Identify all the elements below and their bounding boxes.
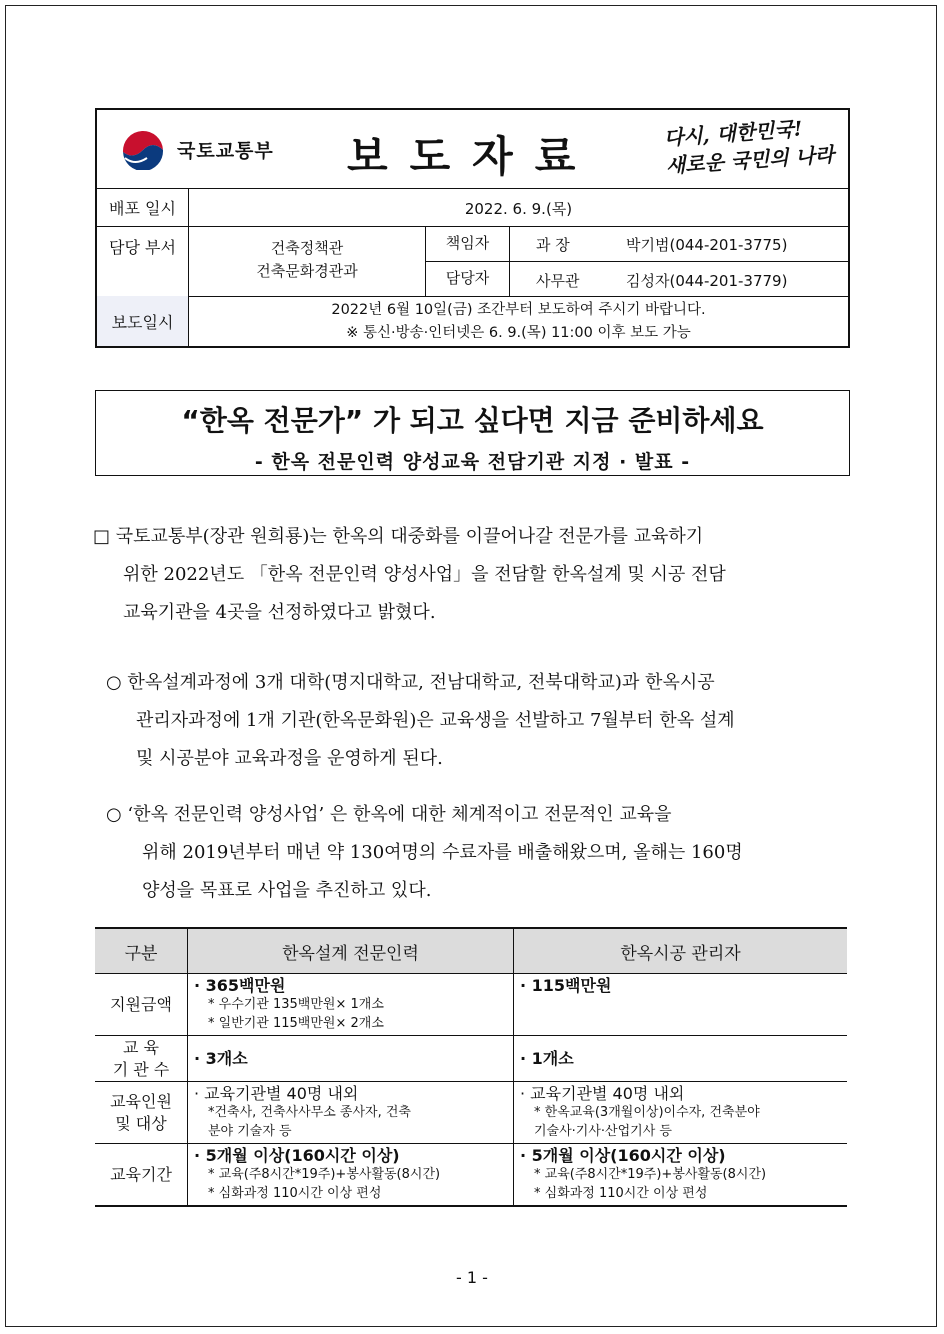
staff-row (426, 261, 848, 296)
press-release-header (95, 108, 850, 348)
sub-headline: - 한옥 전문인력 양성교육 전담기관 지정 · 발표 - (254, 451, 691, 473)
funding-construction-main: · 115백만원 (520, 976, 612, 995)
page-number: - 1 - (456, 1268, 488, 1287)
period-design-note-2: * 심화과정 110시간 이상 편성 (208, 1186, 382, 1201)
row-label-trainees-line-1: 교육인원 (110, 1091, 172, 1111)
funding-design-note-1: * 우수기관 135백만원× 1개소 (208, 997, 384, 1012)
responsible-title: 과 장 (536, 236, 570, 254)
institutions-design-value: · 3개소 (194, 1049, 248, 1068)
trainees-construction (514, 1082, 848, 1144)
slogan-line-1: 다시, 대한민국! (663, 116, 804, 150)
slogan (663, 112, 837, 188)
period-construction (514, 1144, 848, 1207)
trainees-design-main: · 교육기관별 40명 내외 (194, 1084, 359, 1103)
embargo-line-1: 2022년 6월 10일(금) 조간부터 보도하여 주시기 바랍니다. (331, 302, 706, 318)
trainees-design (188, 1082, 514, 1144)
taegeuk-logo-icon (119, 128, 167, 170)
row-label-trainees-line-2: 및 대상 (115, 1113, 167, 1133)
period-design-note-1: * 교육(주8시간*19주)+봉사활동(8시간) (208, 1167, 441, 1182)
embargo-row (97, 296, 848, 346)
paragraph-2-line-2: 관리자과정에 1개 기관(한옥문화원)은 교육생을 선발하고 7월부터 한옥 설계 (136, 710, 735, 731)
headline-box (95, 390, 850, 476)
department-2: 건축문화경관과 (256, 262, 358, 280)
department-label: 담당 부서 (97, 226, 189, 296)
row-label-trainees (95, 1082, 188, 1144)
paragraph-1-line-1: □ 국토교통부(장관 원희룡)는 한옥의 대중화를 이끌어나갈 전문가를 교육하기 (93, 526, 704, 547)
slogan-line-2: 새로운 국민의 나라 (665, 142, 835, 178)
ministry-name: 국토교통부 (177, 140, 274, 162)
distribution-row (97, 188, 848, 227)
responsible-label: 책임자 (426, 226, 510, 261)
paragraph-3-line-3: 양성을 목표로 사업을 추진하고 있다. (142, 880, 432, 901)
department-row (97, 226, 848, 297)
responsible-row (426, 226, 848, 262)
funding-design-main: · 365백만원 (194, 976, 286, 995)
table-header-row (95, 928, 847, 974)
paragraph-2 (106, 664, 735, 778)
period-construction-note-1: * 교육(주8시간*19주)+봉사활동(8시간) (534, 1167, 767, 1182)
trainees-construction-note-1: * 한옥교육(3개월이상)이수자, 건축분야 (534, 1105, 760, 1120)
trainees-design-note-2: 분야 기술자 등 (208, 1124, 292, 1139)
headline: “한옥 전문가” 가 되고 싶다면 지금 준비하세요 (181, 404, 764, 437)
row-label-institutions-line-1: 교 육 (123, 1037, 159, 1057)
funding-design (188, 974, 514, 1036)
table-header-construction: 한옥시공 관리자 (514, 928, 848, 974)
paragraph-2-line-1: ○ 한옥설계과정에 3개 대학(명지대학교, 전남대학교, 전북대학교)과 한옥시공 (106, 672, 715, 693)
period-design-main: · 5개월 이상(160시간 이상) (194, 1146, 400, 1165)
paragraph-3 (106, 796, 743, 910)
staff-label: 담당자 (426, 261, 510, 296)
period-construction-main: · 5개월 이상(160시간 이상) (520, 1146, 726, 1165)
table-row (95, 1036, 847, 1082)
paragraph-2-line-3: 및 시공분야 교육과정을 운영하게 된다. (136, 748, 443, 769)
distribution-date: 2022. 6. 9.(목) (464, 200, 573, 218)
period-construction-note-2: * 심화과정 110시간 이상 편성 (534, 1186, 708, 1201)
embargo-line-2: ※ 통신·방송·인터넷은 6. 9.(목) 11:00 이후 보도 가능 (346, 325, 691, 341)
row-label-institutions-line-2: 기 관 수 (112, 1059, 170, 1079)
row-label-funding: 지원금액 (95, 974, 188, 1036)
header-top (97, 110, 848, 189)
responsible-contact: 박기범(044-201-3775) (626, 236, 788, 254)
embargo-text (189, 299, 848, 345)
trainees-construction-main: · 교육기관별 40명 내외 (520, 1084, 685, 1103)
department-1: 건축정책관 (270, 239, 344, 257)
trainees-construction-note-2: 기술사·기사·산업기사 등 (534, 1124, 672, 1139)
table-row (95, 1082, 847, 1144)
row-label-period: 교육기간 (95, 1144, 188, 1207)
row-label-institutions (95, 1036, 188, 1082)
funding-construction (514, 974, 848, 1036)
paragraph-3-line-2: 위해 2019년부터 매년 약 130여명의 수료자를 배출해왔으며, 올해는 160명 (142, 842, 743, 863)
staff-contact: 김성자(044-201-3779) (626, 272, 788, 290)
program-table (95, 927, 847, 1207)
staff-title: 사무관 (536, 272, 580, 290)
table-header-category: 구분 (95, 928, 188, 974)
table-header-design: 한옥설계 전문인력 (188, 928, 514, 974)
funding-design-note-2: * 일반기관 115백만원× 2개소 (208, 1016, 384, 1031)
table-row (95, 974, 847, 1036)
institutions-design (188, 1036, 514, 1082)
paragraph-3-line-1: ○ ‘한옥 전문인력 양성사업’ 은 한옥에 대한 체계적이고 전문적인 교육을 (106, 804, 672, 825)
institutions-construction-value: · 1개소 (520, 1049, 574, 1068)
paragraph-1-line-3: 교육기관을 4곳을 선정하였다고 밝혔다. (123, 602, 436, 623)
doc-type-title: 보도자료 (347, 132, 598, 181)
distribution-label: 배포 일시 (97, 188, 189, 226)
table-row (95, 1144, 847, 1207)
trainees-design-note-1: *건축사, 건축사사무소 종사자, 건축 (208, 1105, 411, 1120)
department-names (189, 226, 426, 296)
embargo-label: 보도일시 (97, 296, 189, 346)
paragraph-1 (93, 518, 726, 632)
institutions-construction (514, 1036, 848, 1082)
period-design (188, 1144, 514, 1207)
paragraph-1-line-2: 위한 2022년도 「한옥 전문인력 양성사업」을 전담할 한옥설계 및 시공 전담 (123, 564, 726, 585)
